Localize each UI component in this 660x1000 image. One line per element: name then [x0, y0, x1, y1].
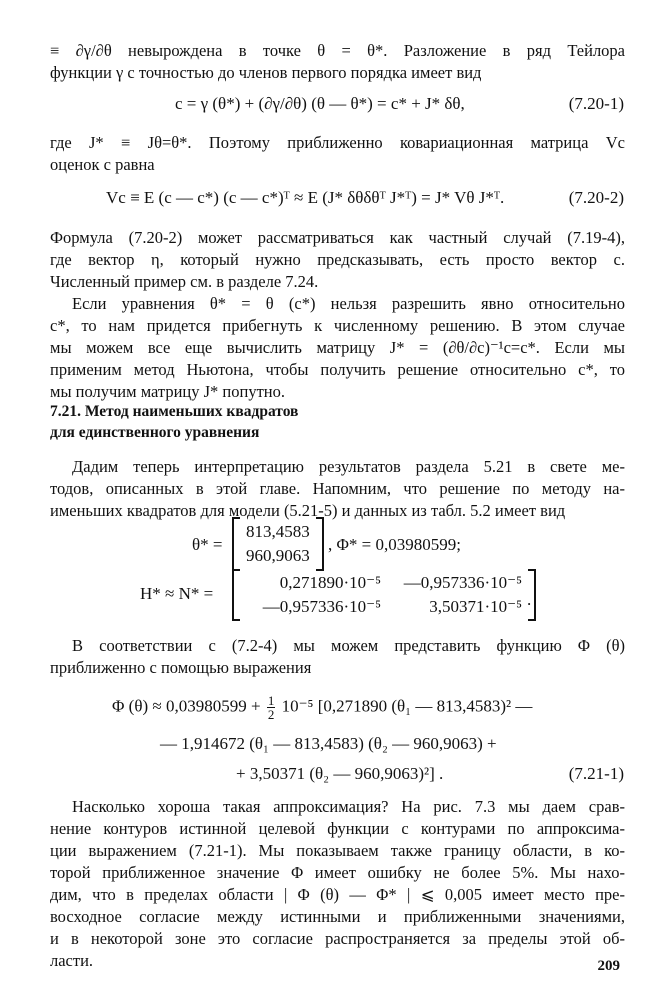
para5-line3: именьших квадратов для модели (5.21-5) и данных из табл. 5.2 имеет вид	[50, 501, 566, 520]
para1-line2: функции γ с точностью до членов первого порядка имеет вид	[50, 63, 482, 82]
para6-line2: приближенно с помощью выражения	[50, 658, 312, 677]
para2-line2: оценок c равна	[50, 155, 155, 174]
equation-7-20-2: Vc ≡ E (c — c*) (c — c*)ᵀ ≈ E (J* δθδθᵀ J*ᵀ) = J* Vθ J*ᵀ.	[106, 188, 505, 207]
equation-7-21-1-line3: + 3,50371 (θ₂ — 960,9063)²] .	[236, 764, 444, 783]
para7-line7: и в некоторой зоне это согласие распространяется за пределы этой об-	[50, 929, 625, 948]
h-matrix-period: .	[527, 590, 532, 609]
para5-line2: тодов, описанных в этой главе. Напомним, что решение по методу на-	[50, 479, 625, 498]
para4-line2: c*, то нам придется прибегнуть к численному решению. В этом случае	[50, 316, 625, 335]
theta1-value: 813,4583	[246, 522, 310, 541]
eq3-part-a: Φ (θ) ≈ 0,03980599 +	[112, 696, 261, 716]
fraction-numerator: 1	[267, 693, 275, 708]
page-number: 209	[597, 958, 620, 974]
phi-star-value: , Φ* = 0,03980599;	[328, 535, 461, 554]
section-heading-line2: для единственного уравнения	[50, 424, 260, 441]
theta-vector-cells	[240, 520, 316, 568]
h-matrix-cell: —0,957336·10⁻⁵	[262, 597, 381, 616]
para7-line4: торой приближенное значение Φ имеет ошибку не более 5%. Мы нахо-	[50, 863, 625, 882]
para4-line5: мы получим матрицу J* попутно.	[50, 382, 285, 401]
equation-number-7-21-1: (7.21-1)	[568, 764, 624, 783]
equation-7-20-1: c = γ (θ*) + (∂γ/∂θ) (θ — θ*) = c* + J* δθ,	[175, 94, 465, 113]
h-matrix-cell: 0,271890·10⁻⁵	[279, 573, 381, 592]
eq3-part-b: 10⁻⁵ [0,271890 (θ₁ — 813,4583)² —	[281, 696, 533, 716]
h-matrix-cells	[240, 571, 528, 619]
left-bracket	[232, 517, 240, 571]
para7-line3: ции выражением (7.21-1). Мы показываем также границу области, в ко-	[50, 841, 625, 860]
h-matrix-cell: 3,50371·10⁻⁵	[429, 597, 522, 616]
para1-line1: ≡ ∂γ/∂θ невырождена в точке θ = θ*. Разложение в ряд Тейлора	[50, 41, 625, 60]
theta-star-label: θ* =	[192, 535, 223, 554]
para2-line1: где J* ≡ Jθ=θ*. Поэтому приближенно ковариационная матрица Vc	[50, 133, 625, 152]
section-heading-line1: 7.21. Метод наименьших квадратов	[50, 403, 299, 420]
h-star-matrix	[232, 569, 536, 621]
para7-line5: дим, что в пределах области | Φ (θ) — Φ* | ⩽ 0,005 имеет место пре-	[50, 885, 625, 904]
equation-number-7-20-2: (7.20-2)	[568, 188, 624, 207]
equation-7-21-1-line2: — 1,914672 (θ₁ — 813,4583) (θ₂ — 960,9063) +	[160, 734, 497, 753]
para4-line1: Если уравнения θ* = θ (c*) нельзя разрешить явно относительно	[72, 294, 625, 313]
para3-line1: Формула (7.20-2) может рассматриваться как частный случай (7.19-4),	[50, 228, 625, 247]
left-bracket	[232, 569, 240, 621]
para7-line6: восходное согласие между истинными и приближенными значениями,	[50, 907, 625, 926]
theta2-value: 960,9063	[246, 546, 310, 565]
para6-line1: В соответствии с (7.2-4) мы можем представить функцию Φ (θ)	[72, 636, 625, 655]
para4-line3: мы можем все еще вычислить матрицу J* = (∂θ/∂c)⁻¹c=c*. Если мы	[50, 338, 625, 357]
para7-line2: нение контуров истинной целевой функции с контурами по аппроксима-	[50, 819, 625, 838]
fraction-denominator: 2	[267, 707, 275, 722]
para7-line1: Насколько хороша такая аппроксимация? На рис. 7.3 мы даем срав-	[72, 797, 625, 816]
para5-line1: Дадим теперь интерпретацию результатов раздела 5.21 в свете ме-	[72, 457, 625, 476]
one-half-fraction	[267, 694, 276, 721]
para3-line2: где вектор η, который нужно предсказывать, есть просто вектор c.	[50, 250, 625, 269]
right-bracket	[316, 517, 324, 571]
equation-number-7-20-1: (7.20-1)	[568, 94, 624, 113]
h-star-label: H* ≈ N* =	[140, 584, 214, 603]
h-matrix-cell: —0,957336·10⁻⁵	[403, 573, 522, 592]
para3-line3: Численный пример см. в разделе 7.24.	[50, 272, 319, 291]
para7-line8: ласти.	[50, 951, 94, 970]
theta-star-vector	[232, 517, 324, 571]
equation-7-21-1-line1	[112, 694, 532, 721]
para4-line4: применим метод Ньютона, чтобы получить решение относительно c*, то	[50, 360, 625, 379]
